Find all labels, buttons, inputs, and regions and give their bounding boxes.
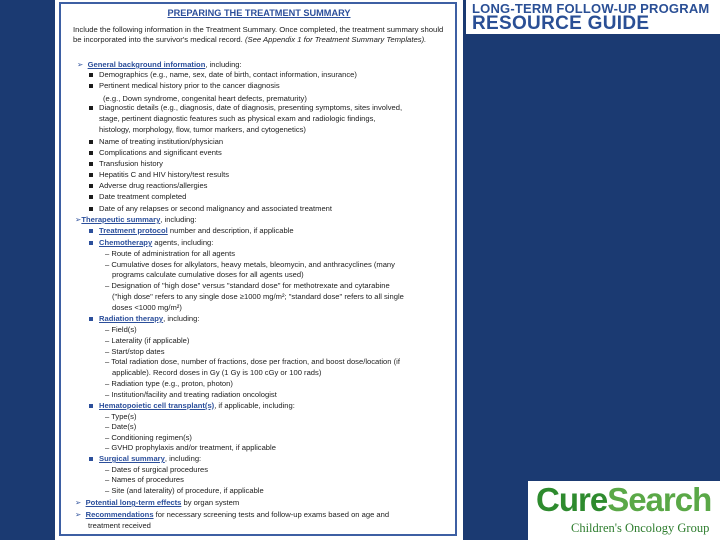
square-bullet-icon: [89, 151, 93, 155]
list-item: – Type(s): [105, 412, 137, 421]
list-item: Transfusion history: [99, 159, 163, 168]
intro-text: Include the following information in the Treatment Summary. Once completed, the treatment summary should be incorporated into the survivor's medical record.: [73, 25, 444, 44]
list-item: – Designation of "high dose" versus "standard dose" for methotrexate and cytarabine: [105, 281, 390, 290]
list-item: Hepatitis C and HIV history/test results: [99, 170, 229, 179]
guide-title: RESOURCE GUIDE: [472, 13, 650, 34]
logo-search: Search: [607, 481, 712, 518]
list-item: – Cumulative doses for alkylators, heavy metals, bleomycin, and anthracyclines (many: [105, 260, 395, 269]
surgical-label[interactable]: Surgical summary: [99, 454, 165, 463]
list-item: – Date(s): [105, 422, 137, 431]
square-bullet-icon: [89, 317, 93, 321]
chemo-suffix: agents, including:: [152, 238, 214, 247]
list-item: – Field(s): [105, 325, 137, 334]
general-heading-line: [77, 60, 242, 69]
intro-italic: (See Appendix 1 for Treatment Summary Templates).: [244, 34, 427, 44]
late-effects-line: [75, 498, 239, 507]
curesearch-logo: [528, 481, 720, 540]
list-item: – Radiation type (e.g., proton, photon): [105, 379, 233, 388]
list-item: – Total radiation dose, number of fractions, dose per fraction, and boost dose/location (if: [105, 357, 400, 366]
resource-guide-header: [466, 0, 720, 34]
list-item: – Route of administration for all agents: [105, 249, 236, 258]
list-item: Date treatment completed: [99, 192, 187, 201]
chemo-label[interactable]: Chemotherapy: [99, 238, 153, 247]
arrow-bullet-icon: ➢: [75, 510, 82, 519]
list-item: histology, morphology, flow, tumor markers, and cytogenetics): [99, 125, 306, 134]
recommendations-suffix: for necessary screening tests and follow-up exams based on age and: [153, 510, 390, 519]
square-bullet-icon: [89, 106, 93, 110]
therapeutic-heading-line: [75, 215, 197, 224]
list-item: – Laterality (if applicable): [105, 336, 190, 345]
list-item: stage, pertinent diagnostic features such as physical exam and radiologic findings,: [99, 114, 376, 123]
square-bullet-icon: [89, 404, 93, 408]
protocol-line: [99, 226, 294, 235]
surgical-suffix: , including:: [164, 454, 202, 463]
square-bullet-icon: [89, 195, 93, 199]
surgical-line: [99, 454, 201, 463]
list-item: Name of treating institution/physician: [99, 137, 224, 146]
square-bullet-icon: [89, 184, 93, 188]
list-item: – Dates of surgical procedures: [105, 465, 208, 474]
late-effects-suffix: by organ system: [181, 498, 240, 507]
logo-wordmark: [536, 481, 711, 519]
list-item: doses <1000 mg/m²): [112, 303, 182, 312]
recommendations-label[interactable]: Recommendations: [85, 510, 154, 519]
arrow-bullet-icon: ➢: [75, 215, 82, 224]
late-effects-label[interactable]: Potential long-term effects: [85, 498, 182, 507]
hct-suffix: , if applicable, including:: [214, 401, 295, 410]
hct-line: [99, 401, 295, 410]
square-bullet-icon: [89, 207, 93, 211]
general-heading[interactable]: General background information: [87, 60, 206, 69]
list-item: Complications and significant events: [99, 148, 222, 157]
square-bullet-icon: [89, 84, 93, 88]
document-page: [55, 0, 463, 540]
list-item: Pertinent medical history prior to the cancer diagnosis: [99, 81, 280, 90]
list-item: Adverse drug reactions/allergies: [99, 181, 208, 190]
square-bullet-icon: [89, 457, 93, 461]
list-item: – Conditioning regimen(s): [105, 433, 192, 442]
list-item: – Site (and laterality) of procedure, if applicable: [105, 486, 264, 495]
list-item: programs calculate cumulative doses for all agents used): [112, 270, 304, 279]
arrow-bullet-icon: ➢: [77, 60, 84, 69]
list-item: Diagnostic details (e.g., diagnosis, date of diagnosis, presenting symptoms, sites involved,: [99, 103, 403, 112]
list-item: – Start/stop dates: [105, 347, 165, 356]
logo-subtitle: Children's Oncology Group: [571, 521, 710, 535]
recommendations-line-2: treatment received: [88, 521, 151, 530]
square-bullet-icon: [89, 140, 93, 144]
square-bullet-icon: [89, 229, 93, 233]
logo-cure: Cure: [536, 481, 608, 518]
intro-paragraph: [73, 25, 448, 45]
square-bullet-icon: [89, 162, 93, 166]
document-title: PREPARING THE TREATMENT SUMMARY: [167, 8, 351, 18]
list-item: (e.g., Down syndrome, congenital heart defects, prematurity): [103, 94, 307, 103]
list-item: – Names of procedures: [105, 475, 184, 484]
therapeutic-heading[interactable]: Therapeutic summary: [81, 215, 161, 224]
recommendations-line: [75, 510, 389, 519]
general-suffix: , including:: [205, 60, 242, 69]
therapeutic-suffix: , including:: [160, 215, 197, 224]
list-item: – Institution/facility and treating radiation oncologist: [105, 390, 277, 399]
square-bullet-icon: [89, 173, 93, 177]
radiation-label[interactable]: Radiation therapy: [99, 314, 164, 323]
program-title: LONG-TERM FOLLOW-UP PROGRAM: [472, 1, 710, 16]
list-item: Demographics (e.g., name, sex, date of birth, contact information, insurance): [99, 70, 357, 79]
arrow-bullet-icon: ➢: [75, 498, 82, 507]
square-bullet-icon: [89, 73, 93, 77]
radiation-line: [99, 314, 199, 323]
chemo-line: [99, 238, 213, 247]
list-item: – GVHD prophylaxis and/or treatment, if applicable: [105, 443, 276, 452]
square-bullet-icon: [89, 241, 93, 245]
list-item: ("high dose" refers to any single dose ≥1000 mg/m²; "standard dose" refers to all single: [112, 292, 404, 301]
list-item: applicable). Record doses in Gy (1 Gy is 100 cGy or 100 rads): [112, 368, 322, 377]
protocol-suffix: number and description, if applicable: [167, 226, 294, 235]
radiation-suffix: , including:: [163, 314, 200, 323]
hct-label[interactable]: Hematopoietic cell transplant(s): [99, 401, 215, 410]
list-item: Date of any relapses or second malignancy and associated treatment: [99, 204, 333, 213]
protocol-label[interactable]: Treatment protocol: [99, 226, 168, 235]
